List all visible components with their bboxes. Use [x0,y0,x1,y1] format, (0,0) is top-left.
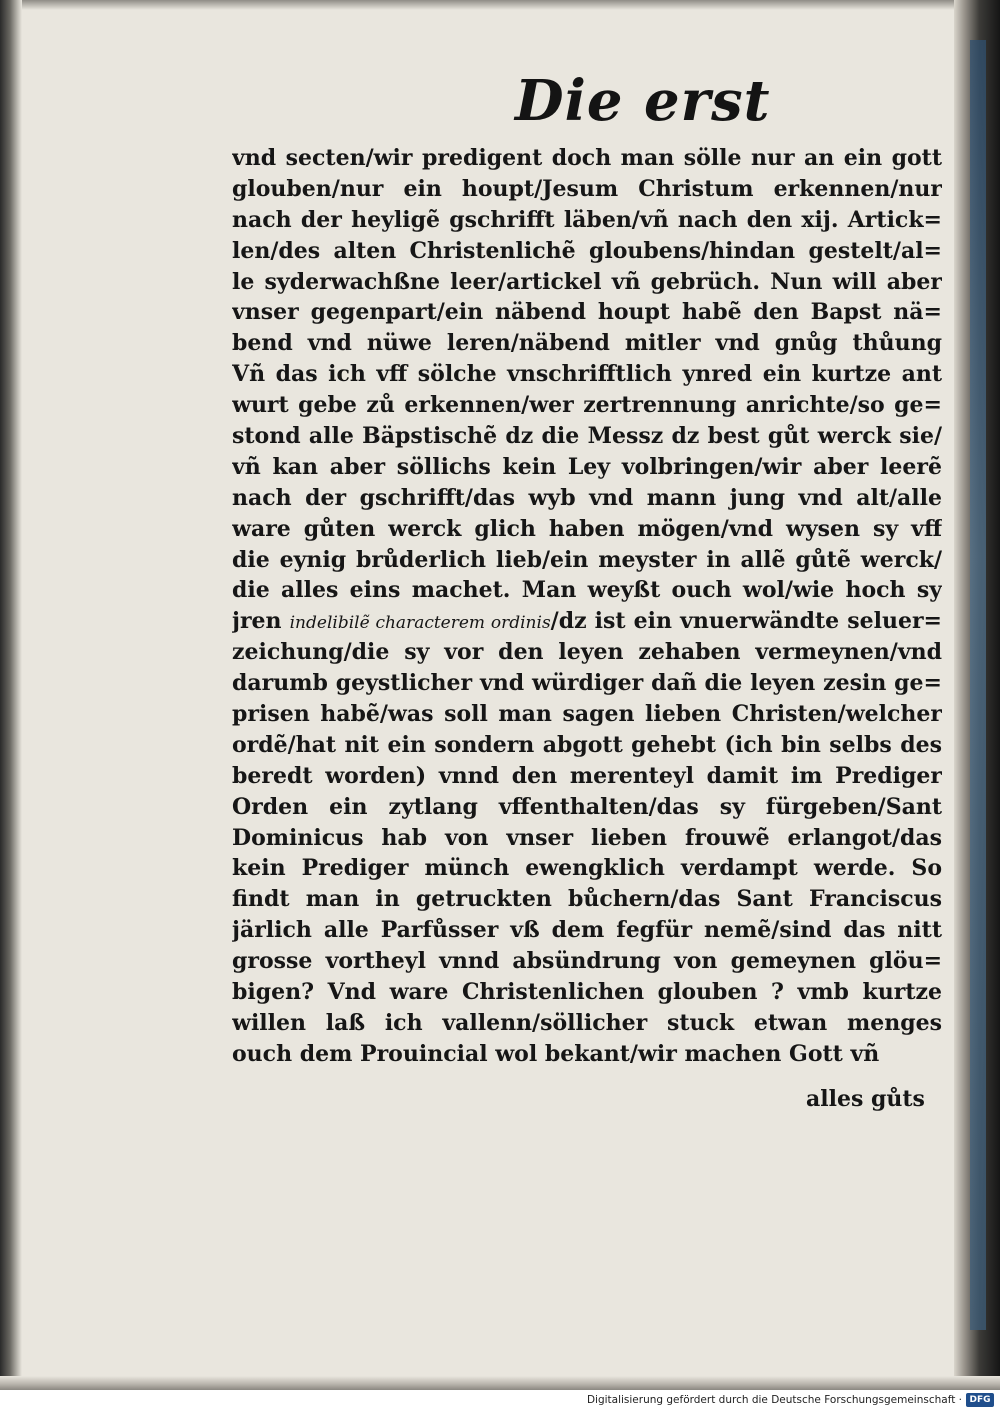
funding-credit: Digitalisierung gefördert durch die Deutsche Forschungsgemeinschaft · [586,1394,962,1406]
text-block [232,143,942,1070]
text-line: le syderwachßne leer/artickel vñ gebrüch. Nun will aber [232,268,942,295]
text-line: willen laß ich vallenn/söllicher stuck etwan menges [232,1009,942,1036]
text-line: bigen? Vnd ware Christenlichen glouben ? vmb kurtze [232,979,942,1006]
text-line: bend vnd nüwe leren/näbend mitler vnd gnůg thůung [232,330,942,357]
running-head: Die erst [515,68,771,134]
text-line: nach der gschrifft/das wyb vnd mann jung vnd alt/alle [232,484,942,511]
text-line: findt man in getruckten bůchern/das Sant Franciscus [232,886,942,913]
text-line: len/des alten Christenlichẽ gloubens/hindan gestelt/al= [232,237,942,264]
bottom-edge [0,1376,1000,1390]
text-line: die eynig brůderlich lieb/ein meyster in allẽ gůtẽ werck/ [232,546,942,573]
text-line-with-latin [232,606,942,637]
page-edge [954,0,1000,1390]
text-line: stond alle Bäpstischẽ dz die Messz dz best gůt werck sie/ [232,423,942,450]
text-line: die alles eins machet. Man weyßt ouch wol/wie hoch sy [232,577,942,604]
text-line: ordẽ/hat nit ein sondern abgott gehebt (ich bin selbs des [232,731,942,758]
catchword: alles gůts [806,1086,925,1112]
gutter-shadow [0,0,22,1390]
text-line: kein Prediger münch ewengklich verdampt werde. So [232,855,942,882]
text-line: Vñ das ich vff sölche vnschrifftlich ynred ein kurtze ant [232,361,942,388]
dfg-logo-icon: DFG [966,1393,994,1407]
top-shadow [0,0,1000,10]
text-segment: /dz ist ein vnuerwändte seluer= [550,608,942,635]
text-line: vnd secten/wir predigent doch man sölle nur an ein gott [232,145,942,171]
text-line: järlich alle Parfůsser vß dem fegfür nemẽ/sind das nitt [232,917,942,944]
text-segment: jren [232,608,290,635]
text-line: ware gůten werck glich haben mögen/vnd wysen sy vff [232,515,942,542]
text-line: nach der heyligẽ gschrifft läben/vñ nach den xij. Artick= [232,206,942,233]
text-line: glouben/nur ein houpt/Jesum Christum erkennen/nur [232,175,942,202]
text-line: vñ kan aber söllichs kein Ley volbringen/wir aber leerẽ [232,453,942,480]
text-line: zeichung/die sy vor den leyen zehaben vermeynen/vnd [232,639,942,666]
text-line: prisen habẽ/was soll man sagen lieben Christen/welcher [232,701,942,728]
latin-phrase: indelibilẽ characterem ordinis [289,613,551,634]
text-line: Orden ein zytlang vffenthalten/das sy fürgeben/Sant [232,793,942,820]
binding-strip [970,40,986,1330]
footer-bar [0,1390,1000,1411]
text-line: wurt gebe zů erkennen/wer zertrennung anrichte/so ge= [232,392,942,419]
text-line: Dominicus hab von vnser lieben frouwẽ erlangot/das [232,824,942,851]
text-line: ouch dem Prouincial wol bekant/wir machen Gott vñ [232,1040,880,1067]
text-line: vnser gegenpart/ein näbend houpt habẽ den Bapst nä= [232,299,942,326]
text-line: beredt worden) vnnd den merenteyl damit im Prediger [232,762,942,789]
text-line: grosse vortheyl vnnd absündrung von gemeynen glöu= [232,948,942,975]
text-line: darumb geystlicher vnd würdiger dañ die leyen zesin ge= [232,670,942,697]
